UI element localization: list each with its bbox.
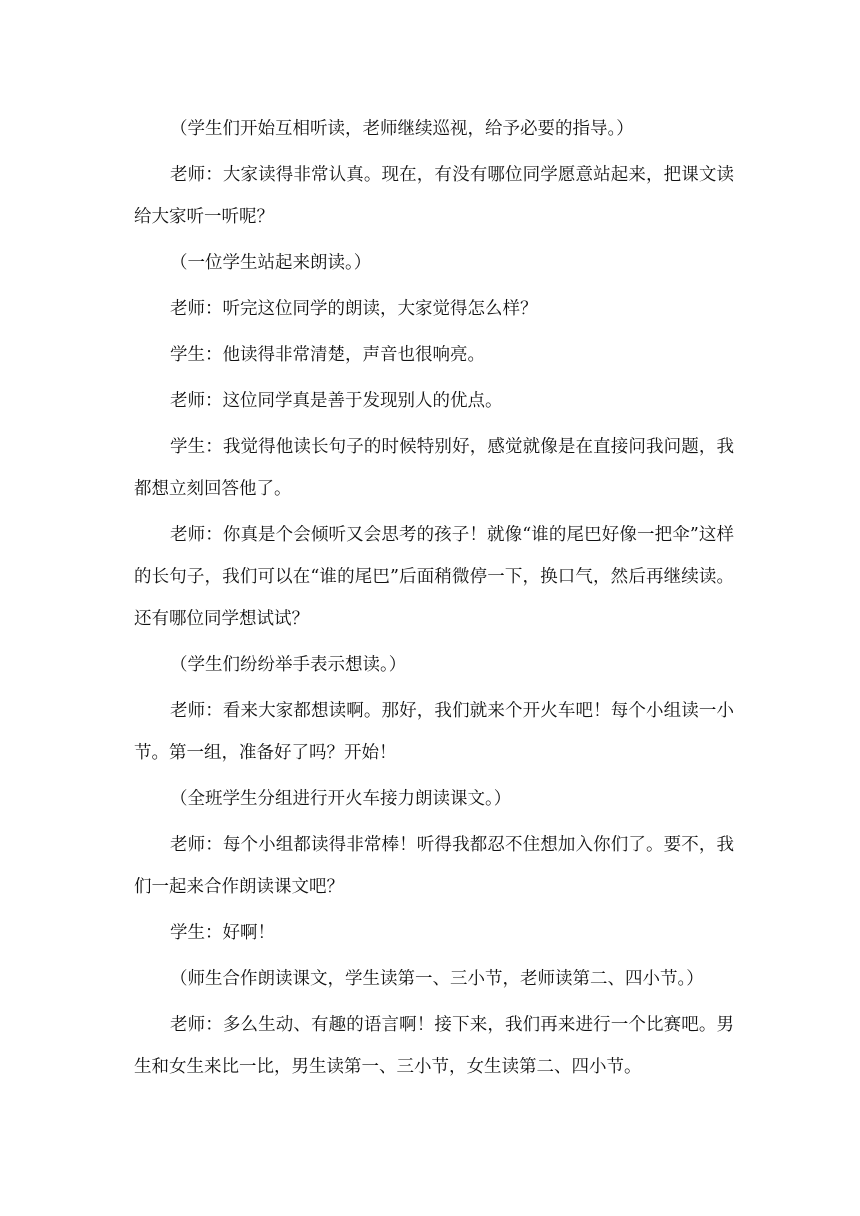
paragraph: 老师：每个小组都读得非常棒！听得我都忍不住想加入你们了。要不，我们一起来合作朗读课文吧？ [134,835,734,897]
paragraph: 老师：大家读得非常认真。现在，有没有哪位同学愿意站起来，把课文读给大家听一听呢？ [134,165,734,227]
paragraph: （全班学生分组进行开火车接力朗读课文。） [170,789,512,809]
paragraph: （师生合作朗读课文，学生读第一、三小节，老师读第二、四小节。） [170,969,704,989]
paragraph: （学生们开始互相听读，老师继续巡视，给予必要的指导。） [170,119,634,139]
paragraph: 老师：看来大家都想读啊。那好，我们就来个开火车吧！每个小组读一小节。第一组，准备好了吗？开始！ [134,701,734,763]
paragraph: 学生：我觉得他读长句子的时候特别好，感觉就像是在直接问我问题，我都想立刻回答他了。 [134,437,734,499]
document-body [134,108,734,1092]
paragraph: （一位学生站起来朗读。） [170,253,372,273]
paragraph: 老师：听完这位同学的朗读，大家觉得怎么样？ [170,299,538,319]
paragraph: 老师：这位同学真是善于发现别人的优点。 [170,391,503,411]
paragraph: 老师：你真是个会倾听又会思考的孩子！就像“谁的尾巴好像一把伞”这样的长句子，我们可以在“谁的尾巴”后面稍微停一下，换口气，然后再继续读。还有哪位同学想试试？ [134,525,734,629]
paragraph: 学生：好啊！ [170,923,275,943]
paragraph: 老师：多么生动、有趣的语言啊！接下来，我们再来进行一个比赛吧。男生和女生来比一比，男生读第一、三小节，女生读第二、四小节。 [134,1015,734,1077]
paragraph: （学生们纷纷举手表示想读。） [170,655,407,675]
paragraph: 学生：他读得非常清楚，声音也很响亮。 [170,345,485,365]
